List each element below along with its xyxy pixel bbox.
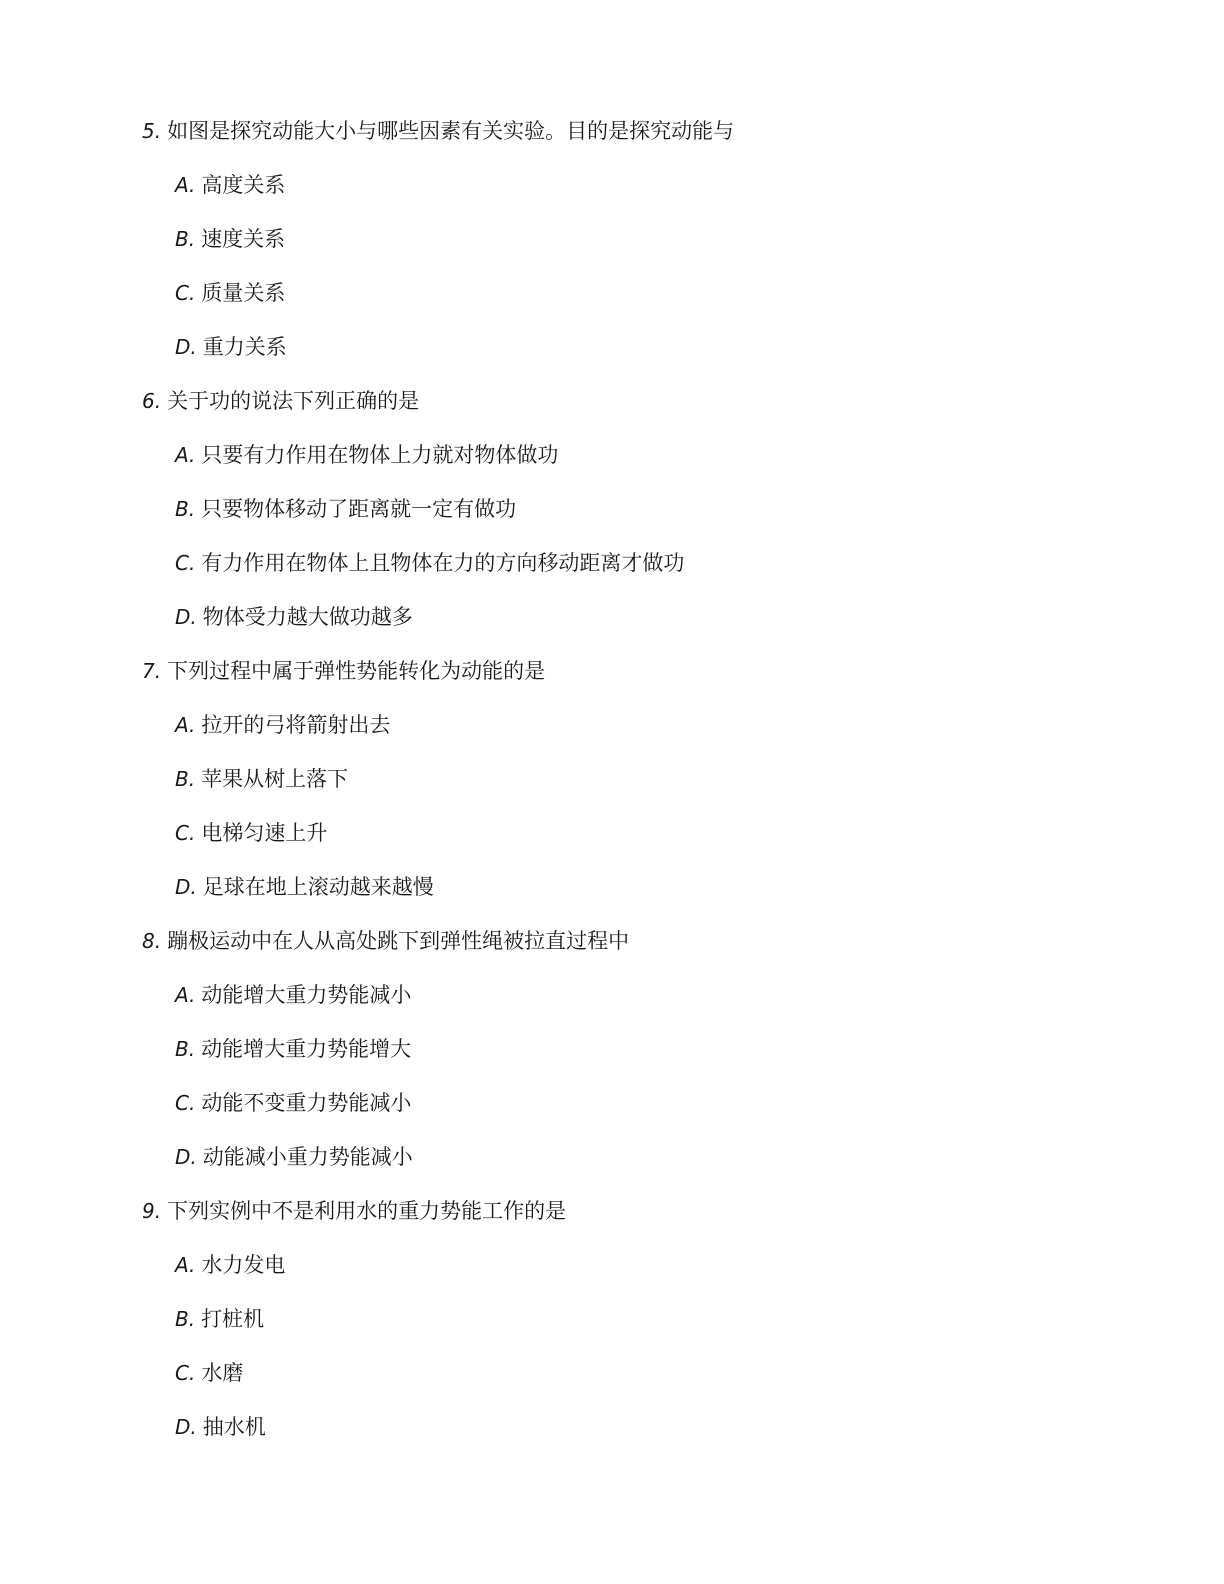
option-6d [175,602,413,632]
question-text: 关于功的说法下列正确的是 [167,389,420,413]
option-text: 电梯匀速上升 [201,821,328,845]
question-8 [142,926,629,956]
option-text: 动能增大重力势能减小 [201,983,412,1007]
option-5d [175,332,287,362]
option-letter: B. [175,227,196,251]
option-letter: A. [175,1253,196,1277]
option-text: 动能增大重力势能增大 [201,1037,412,1061]
option-letter: C. [175,281,196,305]
option-8a [175,980,411,1010]
question-7 [142,656,545,686]
question-number: 8. [142,929,162,953]
option-text: 打桩机 [201,1307,265,1331]
option-letter: D. [175,335,197,359]
option-letter: D. [175,605,197,629]
option-letter: B. [175,767,196,791]
option-9c [175,1358,243,1388]
option-text: 质量关系 [201,281,286,305]
option-letter: C. [175,821,196,845]
option-text: 拉开的弓将箭射出去 [201,713,391,737]
option-8b [175,1034,411,1064]
question-9 [142,1196,566,1226]
option-text: 足球在地上滚动越来越慢 [202,875,434,899]
option-6a [175,440,558,470]
option-9b [175,1304,264,1334]
option-letter: A. [175,443,196,467]
option-letter: C. [175,1361,196,1385]
option-text: 动能减小重力势能减小 [202,1145,413,1169]
question-text: 下列过程中属于弹性势能转化为动能的是 [167,659,546,683]
option-5a [175,170,285,200]
option-letter: C. [175,551,196,575]
option-text: 有力作用在物体上且物体在力的方向移动距离才做功 [201,551,685,575]
option-8c [175,1088,411,1118]
option-letter: B. [175,497,196,521]
option-9d [175,1412,266,1442]
question-number: 9. [142,1199,162,1223]
question-text: 如图是探究动能大小与哪些因素有关实验。目的是探究动能与 [167,119,735,143]
option-letter: A. [175,983,196,1007]
question-6 [142,386,419,416]
option-9a [175,1250,285,1280]
question-text: 蹦极运动中在人从高处跳下到弹性绳被拉直过程中 [167,929,630,953]
option-letter: A. [175,173,196,197]
option-7d [175,872,434,902]
option-text: 高度关系 [201,173,286,197]
option-text: 速度关系 [201,227,286,251]
option-text: 只要有力作用在物体上力就对物体做功 [201,443,559,467]
question-text: 下列实例中不是利用水的重力势能工作的是 [167,1199,567,1223]
option-letter: D. [175,875,197,899]
option-7a [175,710,390,740]
option-text: 苹果从树上落下 [201,767,349,791]
option-letter: D. [175,1145,197,1169]
option-6b [175,494,516,524]
option-7b [175,764,348,794]
question-number: 7. [142,659,162,683]
option-5c [175,278,285,308]
option-letter: D. [175,1415,197,1439]
question-number: 6. [142,389,162,413]
option-text: 只要物体移动了距离就一定有做功 [201,497,517,521]
option-text: 抽水机 [202,1415,266,1439]
option-5b [175,224,285,254]
option-8d [175,1142,413,1172]
question-number: 5. [142,119,162,143]
option-text: 物体受力越大做功越多 [202,605,413,629]
question-5 [142,116,734,146]
option-letter: B. [175,1037,196,1061]
option-text: 动能不变重力势能减小 [201,1091,412,1115]
option-text: 重力关系 [202,335,287,359]
option-text: 水磨 [201,1361,244,1385]
option-letter: A. [175,713,196,737]
option-6c [175,548,684,578]
option-letter: C. [175,1091,196,1115]
option-7c [175,818,327,848]
option-letter: B. [175,1307,196,1331]
option-text: 水力发电 [201,1253,286,1277]
